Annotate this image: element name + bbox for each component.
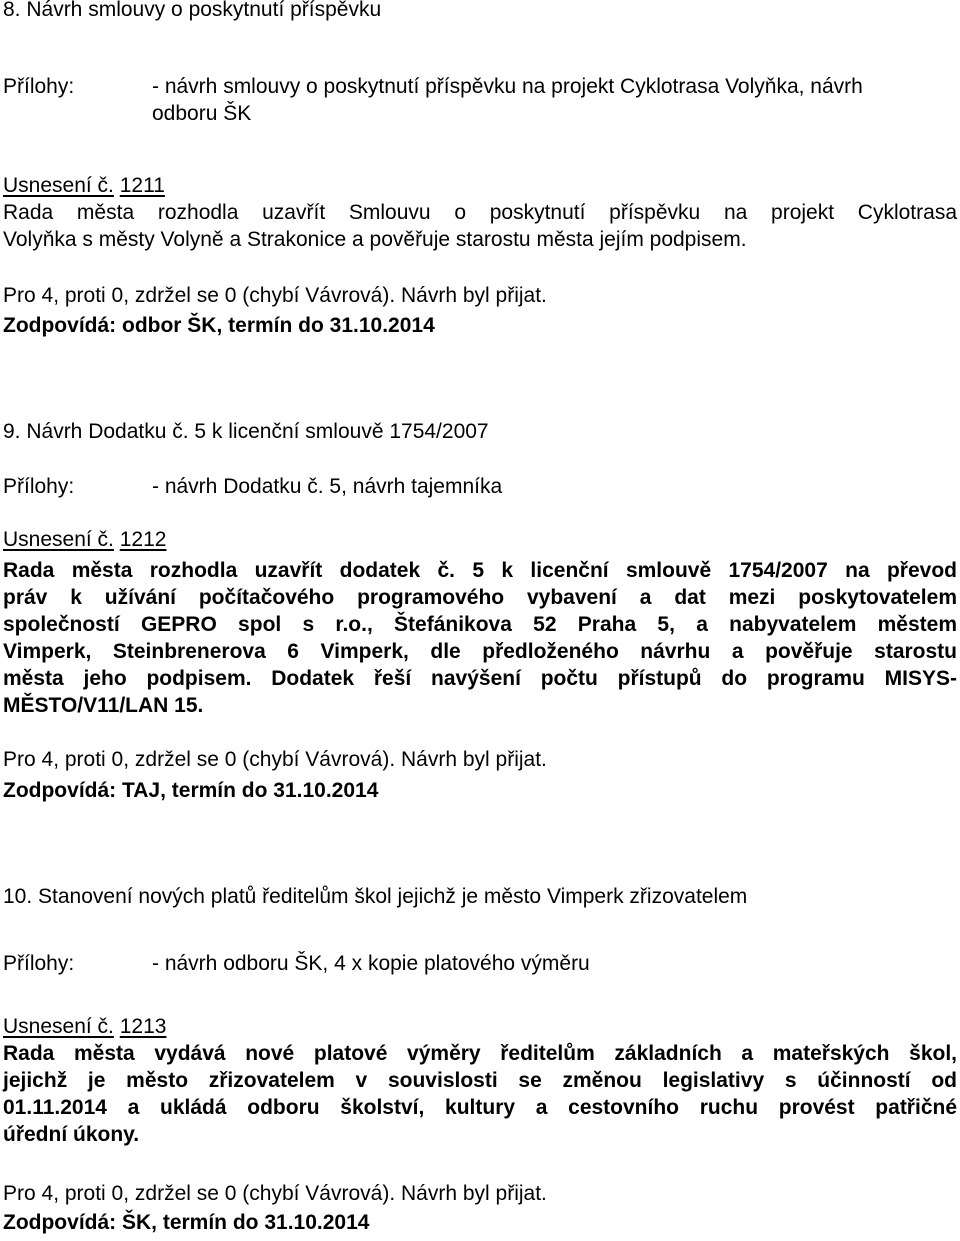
section-10-resolution xyxy=(3,1014,166,1040)
section-9-attachments-label: Přílohy: xyxy=(3,475,75,498)
section-10-responsible: Zodpovídá: ŠK, termín do 31.10.2014 xyxy=(3,1211,370,1234)
resolution-text-line: práv k užívání počítačového programového vybavení a dat mezi poskytovatelem xyxy=(3,586,957,609)
resolution-text-line: úřední úkony. xyxy=(3,1123,140,1146)
resolution-text-line: společností GEPRO spol s r.o., Štefánikova 52 Praha 5, a nabyvatelem městem xyxy=(3,613,957,636)
section-10-attachments: - návrh odboru ŠK, 4 x kopie platového výměru xyxy=(152,952,590,975)
resolution-label: Usnesení č. xyxy=(3,174,114,197)
section-8-vote: Pro 4, proti 0, zdržel se 0 (chybí Vávrová). Návrh byl přijat. xyxy=(3,284,547,307)
resolution-text-line: Volyňka s městy Volyně a Strakonice a pověřuje starostu města jejím podpisem. xyxy=(3,228,747,251)
resolution-text-line: Vimperk, Steinbrenerova 6 Vimperk, dle předloženého návrhu a pověřuje starostu xyxy=(3,640,957,663)
section-9-attachments: - návrh Dodatku č. 5, návrh tajemníka xyxy=(152,475,503,498)
section-8-responsible: Zodpovídá: odbor ŠK, termín do 31.10.2014 xyxy=(3,314,435,337)
section-8-resolution-text xyxy=(3,199,957,253)
resolution-number: 1212 xyxy=(119,528,167,551)
section-10-vote: Pro 4, proti 0, zdržel se 0 (chybí Vávrová). Návrh byl přijat. xyxy=(3,1182,547,1205)
section-10-heading: 10. Stanovení nových platů ředitelům škol jejichž je město Vimperk zřizovatelem xyxy=(3,885,748,908)
resolution-text-line: MĚSTO/V11/LAN 15. xyxy=(3,694,204,717)
resolution-text-line: 01.11.2014 a ukládá odboru školství, kultury a cestovního ruchu provést patřičné xyxy=(3,1096,957,1119)
resolution-text-line: Rada města rozhodla uzavřít Smlouvu o poskytnutí příspěvku na projekt Cyklotrasa xyxy=(3,201,957,224)
resolution-label: Usnesení č. xyxy=(3,1015,114,1038)
section-9-resolution-text xyxy=(3,557,957,719)
section-9-resolution xyxy=(3,527,166,553)
section-9-responsible: Zodpovídá: TAJ, termín do 31.10.2014 xyxy=(3,779,379,802)
resolution-text-line: Rada města vydává nové platové výměry ředitelům základních a mateřských škol, xyxy=(3,1042,957,1065)
resolution-text-line: jejichž je město zřizovatelem v souvislosti se změnou legislativy s účinností od xyxy=(3,1069,957,1092)
section-8-attachments-label: Přílohy: xyxy=(3,75,75,98)
section-8-attachments-line2: odboru ŠK xyxy=(152,102,252,125)
section-9-vote: Pro 4, proti 0, zdržel se 0 (chybí Vávrová). Návrh byl přijat. xyxy=(3,748,547,771)
section-10-attachments-label: Přílohy: xyxy=(3,952,75,975)
resolution-number: 1213 xyxy=(119,1015,167,1038)
section-10-resolution-text xyxy=(3,1040,957,1148)
section-8-heading: 8. Návrh smlouvy o poskytnutí příspěvku xyxy=(3,0,382,21)
section-8-resolution xyxy=(3,173,165,199)
resolution-label: Usnesení č. xyxy=(3,528,114,551)
section-9-heading: 9. Návrh Dodatku č. 5 k licenční smlouvě 1754/2007 xyxy=(3,420,489,443)
resolution-text-line: města jeho podpisem. Dodatek řeší navýšení počtu přístupů do programu MISYS- xyxy=(3,667,957,690)
section-8-attachments-line1: - návrh smlouvy o poskytnutí příspěvku na projekt Cyklotrasa Volyňka, návrh xyxy=(152,75,863,98)
resolution-number: 1211 xyxy=(119,174,165,197)
resolution-text-line: Rada města rozhodla uzavřít dodatek č. 5 k licenční smlouvě 1754/2007 na převod xyxy=(3,559,957,582)
